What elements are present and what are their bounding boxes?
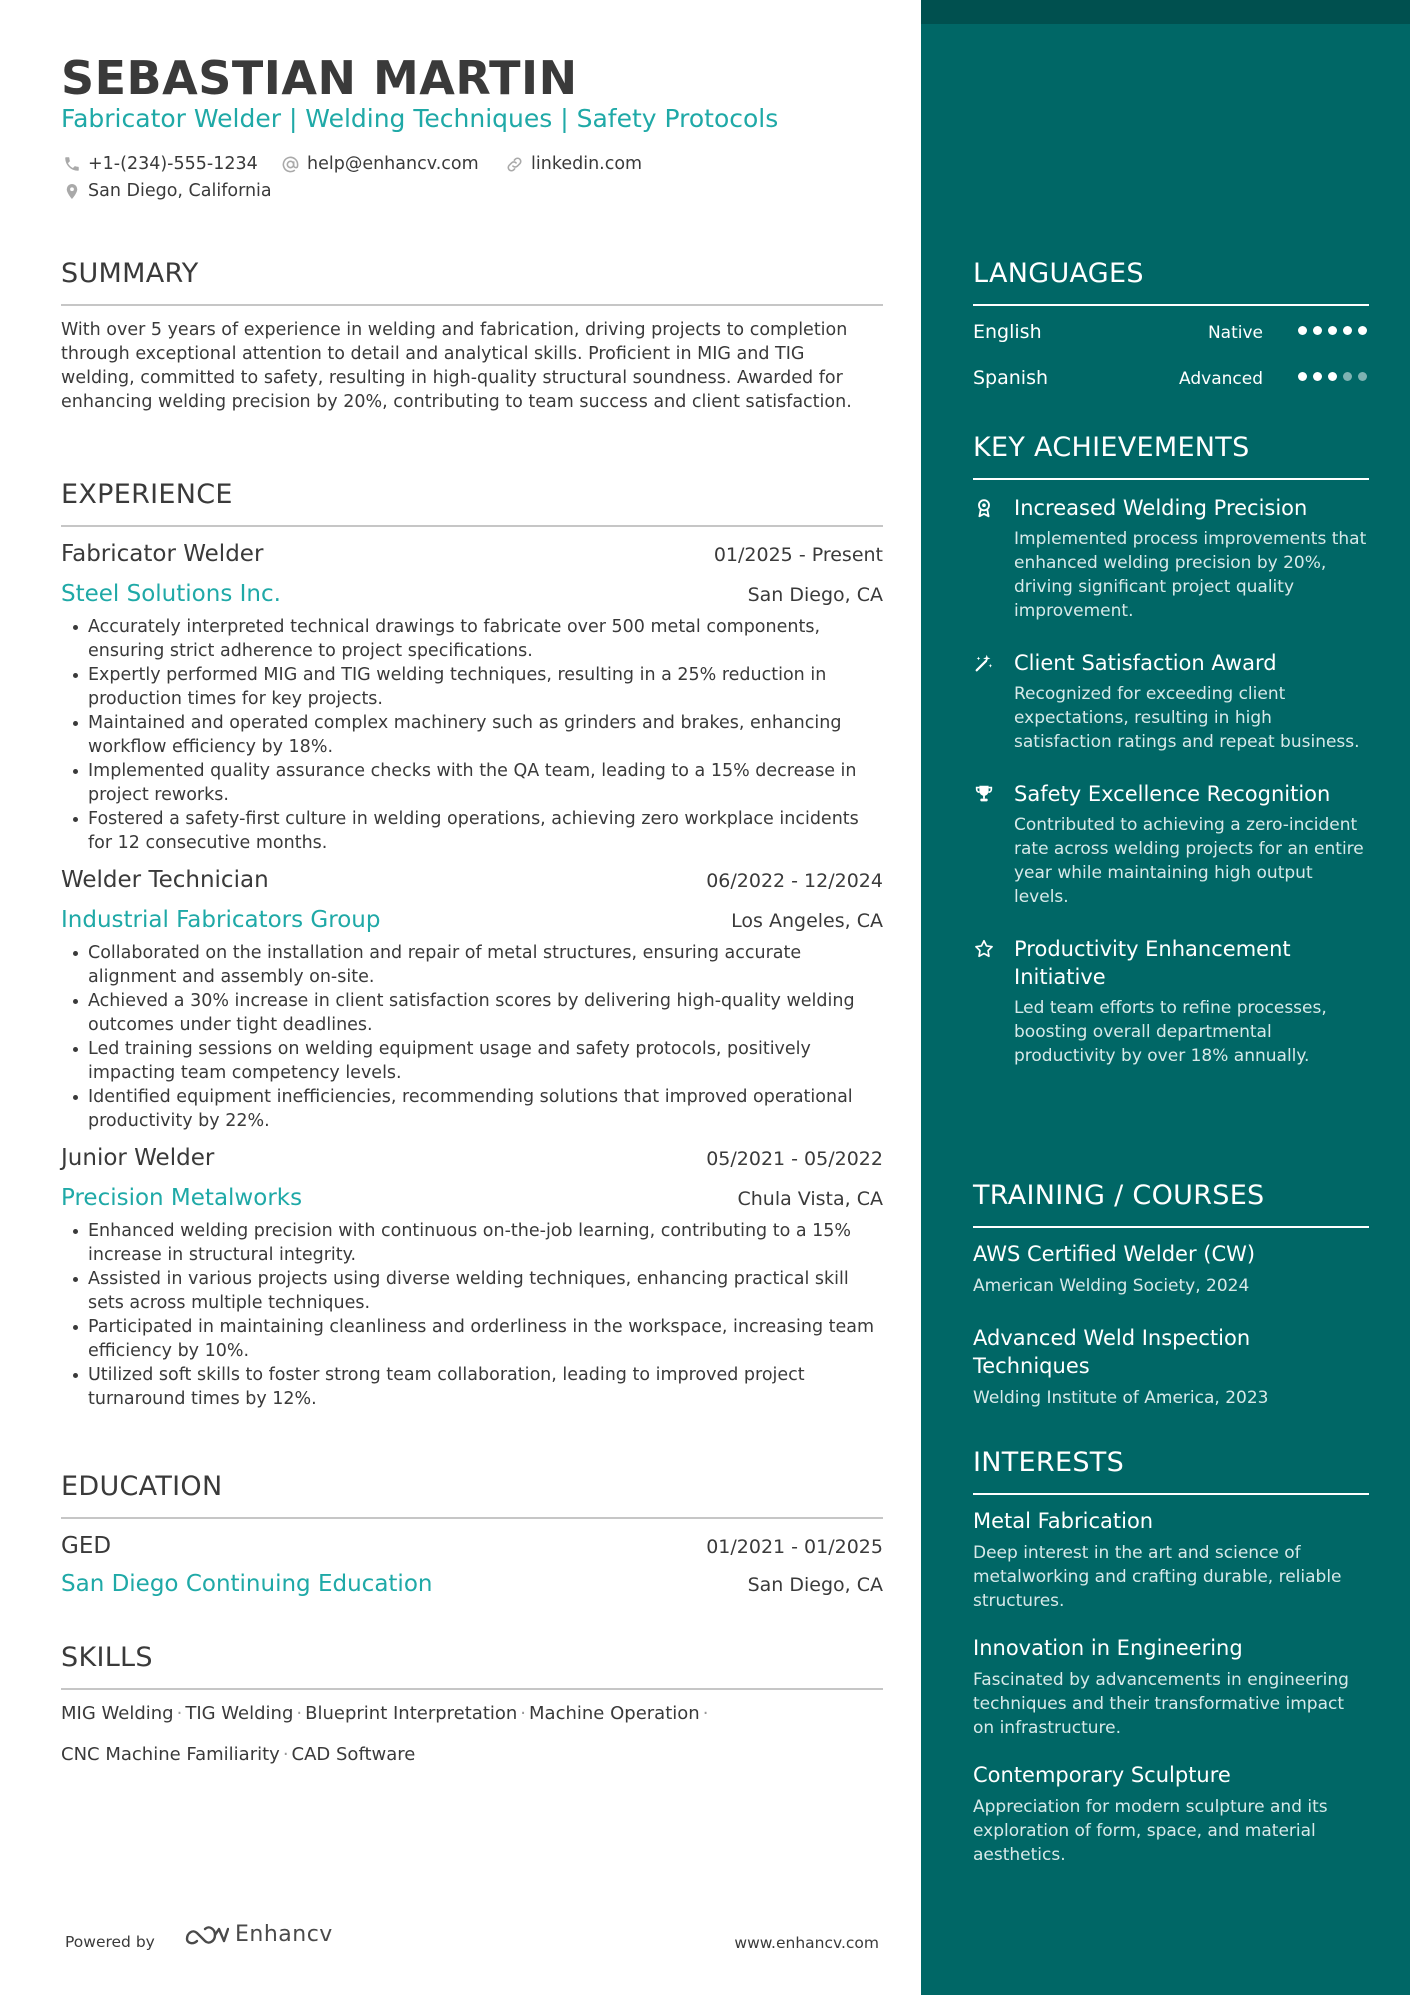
achievement-description: Led team efforts to refine processes, boosting overall departmental productivity by over 18% annually. — [1014, 998, 1327, 1066]
achievement-item — [973, 494, 1369, 623]
course-title: Advanced Weld Inspection Techniques — [973, 1326, 1251, 1378]
job-location: Los Angeles, CA — [731, 910, 883, 932]
interest-description: Deep interest in the art and science of metalworking and crafting durable, reliable structures. — [973, 1543, 1342, 1611]
job-bullet: Participated in maintaining cleanliness and orderliness in the workspace, increasing team efficiency by 10%. — [61, 1315, 883, 1363]
interest-title: Metal Fabrication — [973, 1509, 1154, 1533]
interests-section — [973, 1446, 1369, 1888]
job-bullet: Fostered a safety-first culture in welding operations, achieving zero workplace incidents for 12 consecutive months. — [61, 807, 883, 855]
education-heading: EDUCATION — [61, 1470, 883, 1519]
job-dates: 01/2025 - Present — [713, 544, 883, 566]
job-bullet-list — [61, 615, 883, 855]
summary-text: With over 5 years of experience in welding and fabrication, driving projects to completion through exceptional attention to detail and analytical skills. Proficient in MIG and TIG welding, committed to safety, resulting in high-quality structural soundness. Awarded for enhancing welding precision by 20%, contributing to team success and client satisfaction. — [61, 320, 852, 412]
job-bullet: Collaborated on the installation and repair of metal structures, ensuring accurate alignment and assembly on-site. — [61, 941, 883, 989]
trophy-icon — [973, 782, 995, 806]
job-entry — [61, 1143, 883, 1411]
language-level: Advanced — [1179, 369, 1263, 389]
job-bullet: Implemented quality assurance checks with the QA team, leading to a 15% decrease in project reworks. — [61, 759, 883, 807]
experience-heading: EXPERIENCE — [61, 478, 883, 527]
job-company-row — [61, 905, 883, 935]
at-sign-icon — [281, 155, 300, 174]
job-company: Steel Solutions Inc. — [61, 581, 281, 607]
phone-icon — [63, 155, 81, 173]
achievement-item — [973, 649, 1369, 754]
training-section — [973, 1179, 1369, 1436]
enhancv-logo-icon — [183, 1923, 229, 1947]
contact-phone — [63, 153, 258, 175]
skill-item: Blueprint Interpretation — [305, 1703, 518, 1724]
course-title: AWS Certified Welder (CW) — [973, 1242, 1256, 1266]
education-dates: 01/2021 - 01/2025 — [706, 1536, 883, 1558]
job-company: Industrial Fabricators Group — [61, 907, 381, 933]
interest-title: Innovation in Engineering — [973, 1636, 1243, 1660]
language-row — [973, 320, 1369, 366]
job-title: Welder Technician — [61, 867, 269, 893]
languages-heading: LANGUAGES — [973, 257, 1369, 306]
job-company-row — [61, 579, 883, 609]
rating-dot — [1328, 372, 1337, 381]
interest-description: Appreciation for modern sculpture and its exploration of form, space, and material aesthetics. — [973, 1797, 1328, 1865]
candidate-headline: Fabricator Welder | Welding Techniques | Safety Protocols — [61, 104, 779, 133]
education-degree: GED — [61, 1533, 112, 1559]
course-item — [973, 1240, 1369, 1298]
interest-description: Fascinated by advancements in engineering techniques and their transformative impact on infrastructure. — [973, 1670, 1349, 1738]
education-school: San Diego Continuing Education — [61, 1571, 433, 1597]
language-list — [973, 320, 1369, 412]
job-bullet-list — [61, 1219, 883, 1411]
language-row — [973, 366, 1369, 412]
languages-section — [973, 257, 1369, 412]
achievement-title: Increased Welding Precision — [1014, 496, 1308, 520]
contact-email-text[interactable]: help@enhancv.com — [307, 154, 479, 174]
contact-linkedin-text[interactable]: linkedin.com — [531, 154, 643, 174]
skill-separator: · — [520, 1703, 527, 1724]
skill-item: Machine Operation — [529, 1703, 700, 1724]
job-bullet: Accurately interpreted technical drawings to fabricate over 500 metal components, ensuring strict adherence to project specifications. — [61, 615, 883, 663]
rating-dot — [1358, 372, 1367, 381]
job-location: San Diego, CA — [747, 584, 883, 606]
education-section — [61, 1470, 883, 1599]
rating-dot — [1343, 372, 1352, 381]
job-company-row — [61, 1183, 883, 1213]
job-header-row — [61, 865, 883, 895]
job-header-row — [61, 539, 883, 569]
achievement-description: Contributed to achieving a zero-incident rate across welding projects for an entire year while maintaining high output levels. — [1014, 815, 1364, 907]
rating-dot — [1343, 326, 1352, 335]
skills-line — [61, 1702, 883, 1726]
achievement-list — [973, 494, 1369, 1068]
language-name: English — [973, 321, 1042, 343]
skills-line — [61, 1743, 883, 1767]
job-bullet: Led training sessions on welding equipment usage and safety protocols, positively impacting team competency levels. — [61, 1037, 883, 1085]
skill-separator: · — [702, 1703, 709, 1724]
rating-dot — [1358, 326, 1367, 335]
job-bullet: Identified equipment inefficiencies, recommending solutions that improved operational productivity by 22%. — [61, 1085, 883, 1133]
contact-linkedin[interactable] — [505, 153, 642, 175]
course-item — [973, 1324, 1369, 1410]
language-rating — [1298, 326, 1367, 335]
candidate-name: SEBASTIAN MARTIN — [61, 51, 578, 105]
achievement-description: Recognized for exceeding client expectations, resulting in high satisfaction ratings and repeat business. — [1014, 684, 1360, 752]
ribbon-award-icon — [973, 496, 995, 520]
interest-item — [973, 1634, 1369, 1740]
contact-location-text: San Diego, California — [88, 181, 272, 201]
interest-list — [973, 1507, 1369, 1867]
sidebar — [921, 0, 1410, 1995]
link-icon — [505, 155, 524, 174]
job-dates: 05/2021 - 05/2022 — [706, 1148, 883, 1170]
job-title: Fabricator Welder — [61, 541, 264, 567]
job-bullet-list — [61, 941, 883, 1133]
job-bullet: Maintained and operated complex machinery such as grinders and brakes, enhancing workflow efficiency by 18%. — [61, 711, 883, 759]
map-pin-icon — [63, 182, 81, 201]
job-bullet: Expertly performed MIG and TIG welding techniques, resulting in a 25% reduction in production times for key projects. — [61, 663, 883, 711]
job-bullet: Utilized soft skills to foster strong team collaboration, leading to improved project turnaround times by 12%. — [61, 1363, 883, 1411]
summary-heading: SUMMARY — [61, 257, 883, 306]
contact-phone-text: +1-(234)-555-1234 — [88, 154, 258, 174]
experience-section — [61, 478, 883, 1411]
footer-powered-by: Powered by — [65, 1933, 155, 1951]
job-company: Precision Metalworks — [61, 1185, 303, 1211]
skill-item: MIG Welding — [61, 1703, 174, 1724]
job-bullet: Achieved a 30% increase in client satisfaction scores by delivering high-quality welding outcomes under tight deadlines. — [61, 989, 883, 1037]
job-title: Junior Welder — [61, 1145, 215, 1171]
job-dates: 06/2022 - 12/2024 — [706, 870, 883, 892]
skills-heading: SKILLS — [61, 1641, 883, 1690]
achievements-heading: KEY ACHIEVEMENTS — [973, 431, 1369, 480]
language-rating — [1298, 372, 1367, 381]
skill-separator: · — [176, 1703, 183, 1724]
rating-dot — [1298, 326, 1307, 335]
rating-dot — [1328, 326, 1337, 335]
job-header-row — [61, 1143, 883, 1173]
training-heading: TRAINING / COURSES — [973, 1179, 1369, 1228]
job-entry — [61, 865, 883, 1133]
skills-section — [61, 1641, 883, 1767]
skill-item: TIG Welding — [185, 1703, 294, 1724]
interest-title: Contemporary Sculpture — [973, 1763, 1231, 1787]
star-icon — [973, 937, 995, 961]
achievement-title: Safety Excellence Recognition — [1014, 782, 1331, 806]
course-provider: Welding Institute of America, 2023 — [973, 1388, 1269, 1408]
course-list — [973, 1240, 1369, 1410]
sidebar-top-bar — [921, 0, 1410, 24]
skill-separator: · — [282, 1744, 289, 1765]
skill-item: CAD Software — [291, 1744, 416, 1765]
job-list — [61, 539, 883, 1411]
rating-dot — [1313, 372, 1322, 381]
language-level: Native — [1207, 323, 1263, 343]
rating-dot — [1313, 326, 1322, 335]
footer-url[interactable]: www.enhancv.com — [734, 1934, 879, 1952]
education-location: San Diego, CA — [747, 1574, 883, 1596]
footer-logo[interactable] — [183, 1922, 333, 1947]
achievement-title: Client Satisfaction Award — [1014, 651, 1277, 675]
footer-brand: Enhancv — [235, 1922, 333, 1947]
achievements-section — [973, 431, 1369, 1094]
magic-wand-icon — [973, 651, 995, 675]
contact-email[interactable] — [281, 153, 479, 175]
language-name: Spanish — [973, 367, 1049, 389]
skill-separator: · — [296, 1703, 303, 1724]
interests-heading: INTERESTS — [973, 1446, 1369, 1495]
skill-item: CNC Machine Familiarity — [61, 1744, 280, 1765]
job-location: Chula Vista, CA — [737, 1188, 883, 1210]
rating-dot — [1298, 372, 1307, 381]
job-bullet: Assisted in various projects using diverse welding techniques, enhancing practical skill sets across multiple techniques. — [61, 1267, 883, 1315]
contact-location — [63, 180, 272, 202]
achievement-description: Implemented process improvements that enhanced welding precision by 20%, driving significant project quality improvement. — [1014, 529, 1367, 621]
course-provider: American Welding Society, 2024 — [973, 1276, 1250, 1296]
interest-item — [973, 1761, 1369, 1867]
achievement-item — [973, 780, 1369, 909]
job-bullet: Enhanced welding precision with continuous on-the-job learning, contributing to a 15% increase in structural integrity. — [61, 1219, 883, 1267]
achievement-item — [973, 935, 1369, 1068]
summary-section — [61, 257, 883, 414]
job-entry — [61, 539, 883, 855]
achievement-title: Productivity Enhancement Initiative — [1014, 937, 1291, 989]
interest-item — [973, 1507, 1369, 1613]
